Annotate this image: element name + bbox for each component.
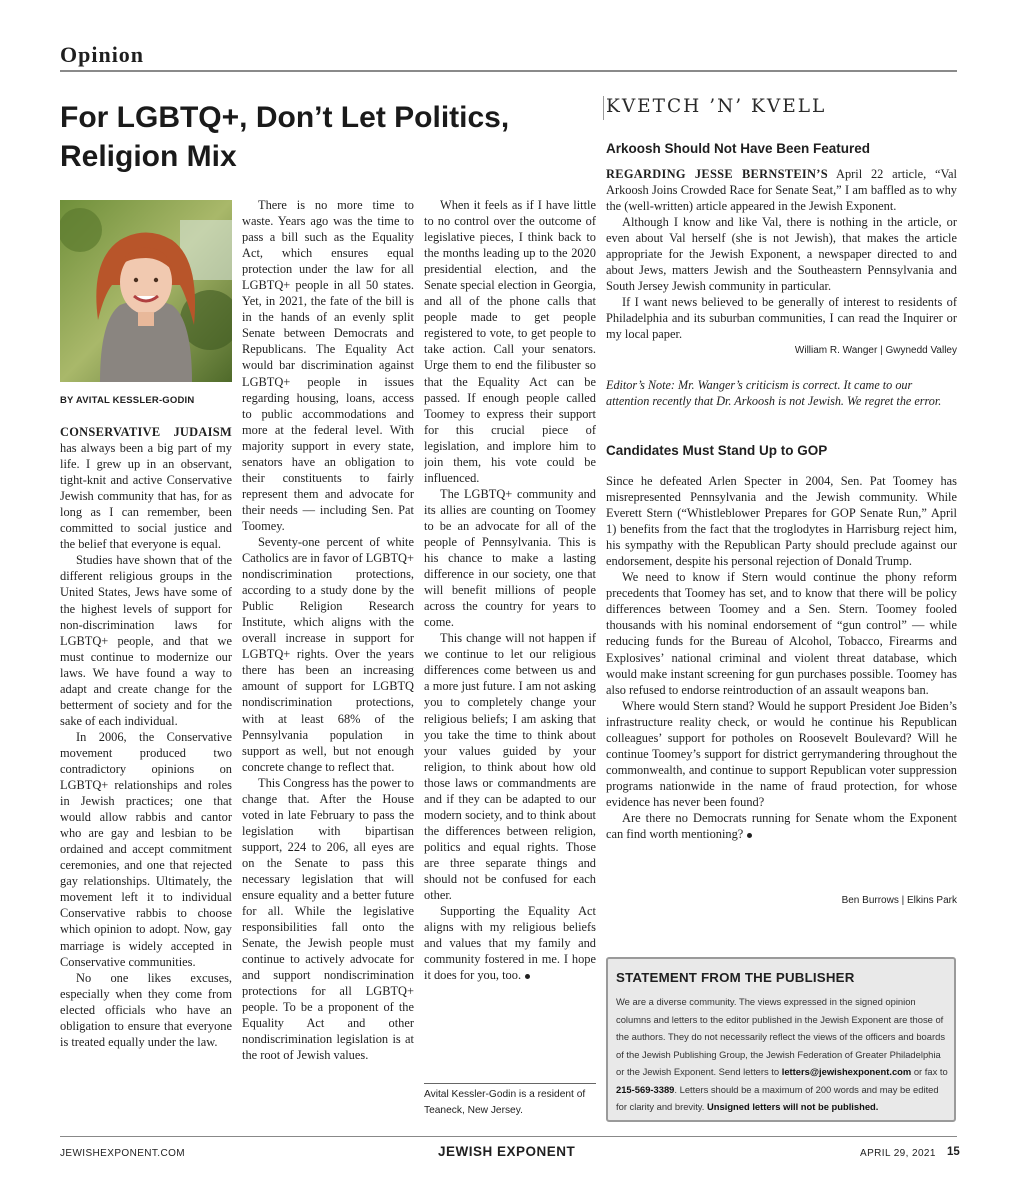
letter-paragraph: REGARDING JESSE BERNSTEIN’S April 22 article, “Val Arkoosh Joins Crowded Race for Senate Seat,” I am baffled as to why the (well-written) article appeared in the Jewish Exponent. (606, 167, 957, 214)
article-paragraph: This change will not happen if we continue to let our religious differences come between us and a more just future. I am not asking you to completely change your religious beliefs; I am asking that you take the time to think about your values guided by your religion, to think about how old those laws or commandments are and if they can be adapted to our modern society, and to think about the differences between religion, politics and equal rights. Those are three separate things and should not be confused for each other. (424, 631, 596, 903)
article-column-2 (242, 197, 414, 1127)
section-divider (60, 70, 957, 72)
letter-2-body (606, 473, 957, 842)
footer-publication-name: JEWISH EXPONENT (438, 1144, 576, 1159)
letters-email: letters@jewishexponent.com (781, 1066, 912, 1077)
article-paragraph: This Congress has the power to change that. After the House voted in late February to pass the legislation with bipartisan support, 224 to 206, all eyes are on the Senate to pass this necessary legislation that will ensure equality and a better future for all. While the legislative responsibilities fall onto the Senate, the Jewish people must continue to actively advocate for and support nondiscrimination protections for all LGBTQ+ people. To be a proponent of the Equality Act and other nondiscrimination legislation is at the root of Jewish values. (242, 775, 414, 1063)
article-paragraph: Supporting the Equality Act aligns with my religious beliefs and values that my family and community fostered in me. I hope it does for you, too. (424, 904, 596, 983)
letter-1-title: Arkoosh Should Not Have Been Featured (606, 141, 871, 156)
letter-paragraph: Since he defeated Arlen Specter in 2004, Sen. Pat Toomey has misrepresented Pennsylvania and the Jewish community. While Everett Stern (“Whistleblower Prepares for GOP Senate Run,” April 1) benefits from the fact that the troglodytes in Harrisburg reject him, his sympathy with the Republican Party should preclude against our endorsement, despite his personal rejection of Donald Trump. (606, 474, 957, 569)
article-lead-in: CONSERVATIVE JUDAISM (60, 425, 232, 439)
article-paragraph: When it feels as if I have little to no control over the outcome of legislative pieces, I think back to the months leading up to the 2020 presidential election, and the Senate special election in Georgia, and all of the phone calls that people made to get people registered to vote, to get people to take action. Call your senators. Urge them to end the filibuster so that the Equality Act can be passed. If enough people called Toomey to express their support for this crucial piece of legislation, and implore him to join them, his vote could be influenced. (424, 198, 596, 485)
editor-note: Editor’s Note: Mr. Wanger’s criticism is correct. It came to our attention recently that Dr. Arkoosh is not Jewish. We regret the error. (606, 378, 942, 408)
end-mark-icon (525, 974, 530, 979)
article-headline: For LGBTQ+, Don’t Let Politics, Religion Mix (60, 101, 510, 173)
section-label: Opinion (60, 42, 145, 67)
article-paragraph: CONSERVATIVE JUDAISM has always been a big part of my life. I grew up in an observant, tight-knit and active Conservative Jewish community that has, for as long as I can remember, been committed to social justice and the belief that everyone is equal. (60, 425, 232, 552)
publisher-statement-text: We are a diverse community. The views expressed in the signed opinion columns and letters to the editor published in the Jewish Exponent are those of the authors. They do not necessarily reflect the views of the officers and boards of the Jewish Publishing Group, the Jewish Federation of Greater Philadelphia or the Jewish Exponent. Send letters to letters@jewishexponent.com or fax to 215-569-3389. Letters should be a maximum of 200 words and may be edited for clarity and brevity. Unsigned letters will not be published. (616, 996, 948, 1112)
article-column-1 (60, 424, 232, 1124)
article-paragraph: Seventy-one percent of white Catholics are in favor of LGBTQ+ nondiscrimination protections, according to a study done by the Public Religion Research Institute, which aligns with the overall increase in support for LGBTQ+ rights. Over the years there has been an increasing amount of support for LGBTQ nondiscrimination protections, with at least 68% of the Pennsylvania population in support as well, but not enough concrete change to reflect that. (242, 534, 414, 774)
letter-paragraph: Where would Stern stand? Would he support President Joe Biden’s infrastructure reality check, or would he continue his Republican colleagues’ support for potholes on Roosevelt Boulevard? Will he continue Toomey’s support for district gerrymandering throughout the commonwealth, and continue to support Republican voter suppression programs nationwide in the name of fraud protection, for whose evidence has never been found? (606, 698, 957, 809)
article-paragraph: There is no more time to waste. Years ago was the time to pass a bill such as the Equality Act, which ensures equal protection under the law for all LGBTQ+ people in all 50 states. Yet, in 2021, the fate of the bill is in the hands of an evenly split Senate between Democrats and Republicans. The Equality Act would bar discrimination against LGBTQ+ people in issues regarding housing, loans, access to public accommodations and more at the federal level. With majority support in every state, senators have an obligation to their constituents to fairly represent them and advocate for their needs — including Sen. Pat Toomey. (242, 198, 414, 533)
letter-2-signature: Ben Burrows | Elkins Park (841, 895, 957, 906)
footer-divider (60, 1136, 957, 1137)
letter-1-body (606, 166, 957, 343)
letter-paragraph: Are there no Democrats running for Senate whom the Exponent can find worth mentioning? (606, 810, 957, 842)
letter-paragraph: Although I know and like Val, there is nothing in the article, or even about Val herself (she is not Jewish), that makes the article appropriate for the Jewish Exponent, a newspaper directed to and about Jews, matters Jewish and the Southeastern Pennsylvania and South Jersey Jewish community in particular. (606, 215, 957, 294)
footer-website: JEWISHEXPONENT.COM (60, 1148, 185, 1159)
letter-paragraph: If I want news believed to be generally of interest to residents of Philadelphia and its suburban communities, I can read the Inquirer or my local paper. (606, 295, 957, 342)
article-paragraph: No one likes excuses, especially when they come from elected officials who have an obligation to ensure that everyone is treated equally under the law. (60, 970, 232, 1049)
article-paragraph: Studies have shown that of the different religious groups in the United States, Jews have some of the highest levels of support for non-discrimination laws for LGBTQ+ people, and that we must continue to modernize our laws. We have found a way to adapt and create change for the betterment of society and for the sake of each individual. (60, 553, 232, 728)
footer-date: APRIL 29, 2021 (860, 1148, 936, 1159)
publisher-statement-title: STATEMENT FROM THE PUBLISHER (616, 970, 855, 985)
letters-section-header: KVETCH ’N’ KVELL (606, 96, 827, 117)
column-divider (603, 96, 604, 120)
footer-page-number: 15 (947, 1146, 960, 1158)
author-photo (60, 200, 232, 382)
letter-1-signature: William R. Wanger | Gwynedd Valley (794, 345, 957, 356)
article-paragraph: In 2006, the Conservative movement produced two contradictory opinions on LGBTQ+ relationships and roles in Jewish practices; one that would allow rabbis and cantor who are gay and lesbian to be ordained and accept commitment ceremonies, and one that rejected gay relationships. Ultimately, the movement left it to individual Conservative rabbis to choose which opinion to adopt. Now, gay marriage is widely accepted in Conservative communities. (60, 729, 232, 969)
author-bio: Avital Kessler-Godin is a resident of Teaneck, New Jersey. (424, 1089, 586, 1116)
unsigned-letters-notice: Unsigned letters will not be published. (707, 1101, 879, 1112)
fax-number: 215-569-3389 (616, 1083, 675, 1095)
article-paragraph: The LGBTQ+ community and its allies are counting on Toomey to be an advocate for all of the people of Pennsylvania. This is his chance to make a lasting difference in our society, one that will benefit millions of people across the country for years to come. (424, 486, 596, 630)
article-column-3 (424, 197, 596, 1067)
end-mark-icon (747, 833, 752, 838)
letter-2-title: Candidates Must Stand Up to GOP (606, 443, 828, 458)
bio-divider (424, 1083, 596, 1084)
letter-paragraph: We need to know if Stern would continue the phony reform precedents that Toomey has set, and to know that there will be policy differences between Toomey and a Sen. Stern. Toomey fooled thousands with his nominal endorsement of “gun control” — while reducing funds for the Bureau of Alcohol, Tobacco, Firearms and Explosives’ national criminal and violent threat database, which would make instant screening for gun purchases possible. Toomey has also refused to endorse reintroduction of an assault weapons ban. (606, 570, 957, 697)
letter-1-lead-in: REGARDING JESSE BERNSTEIN’S (606, 167, 828, 181)
article-byline: BY AVITAL KESSLER-GODIN (60, 395, 195, 406)
